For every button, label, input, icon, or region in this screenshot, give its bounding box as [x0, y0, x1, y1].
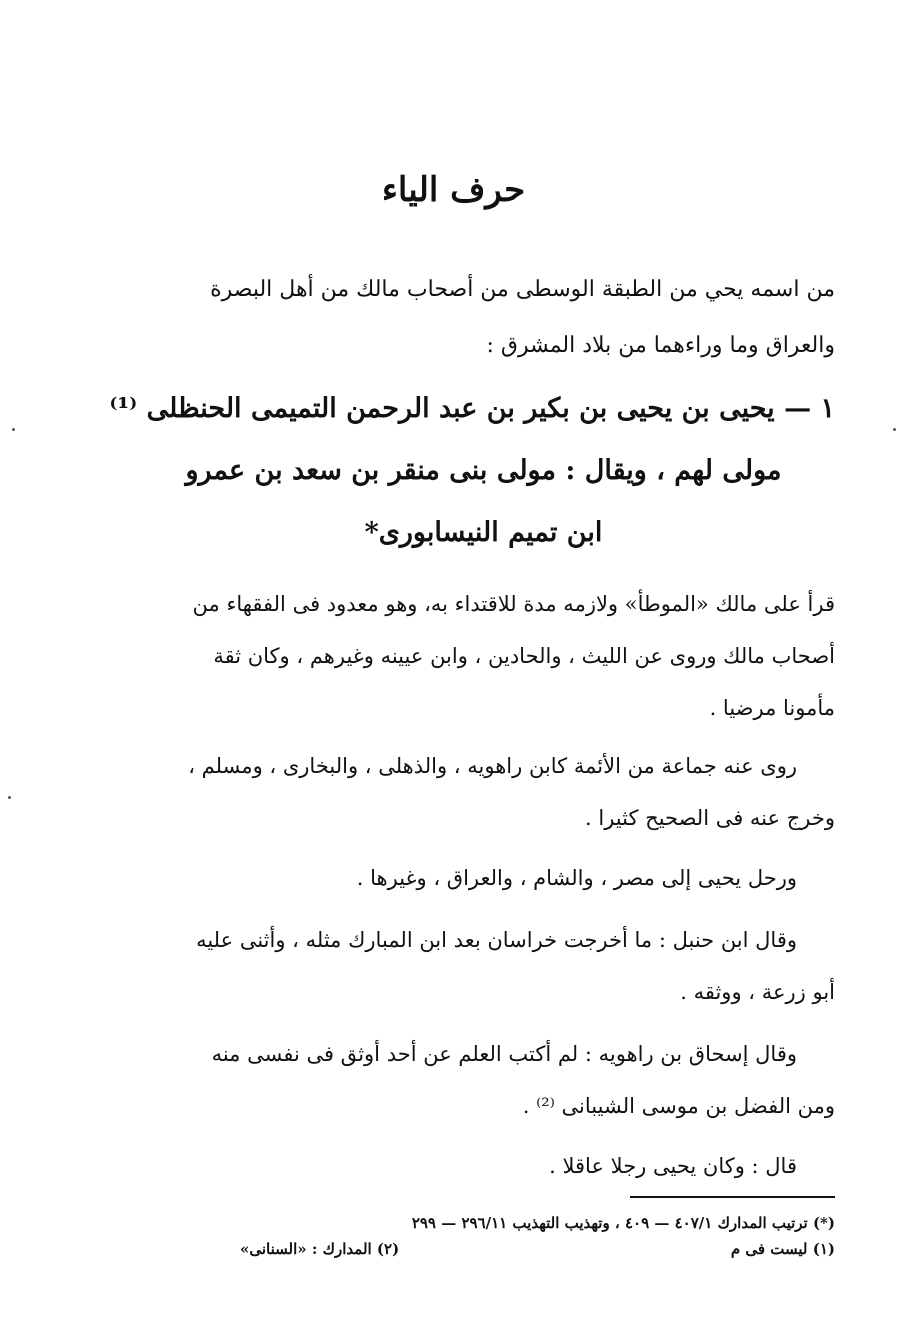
- intro-line-1: من اسمه يحي من الطبقة الوسطى من أصحاب مالك من أهل البصرة: [210, 277, 835, 302]
- footnote-star: (*) ترتيب المدارك ٤٠٧/١ — ٤٠٩ ، وتهذيب التهذيب ٢٩٦/١١ — ٢٩٩: [411, 1214, 835, 1232]
- paragraph-1-line-2: أصحاب مالك وروى عن الليث ، والحادين ، وابن عيينه وغيرهم ، وكان ثقة: [213, 644, 835, 668]
- footnotes: [240, 1210, 835, 1262]
- paragraph-6: [72, 1140, 797, 1192]
- footnote-divider: [630, 1196, 835, 1198]
- entry-heading-line-3: ابن تميم النيسابورى*: [364, 517, 603, 548]
- scan-speck: [12, 428, 15, 431]
- paragraph-5: [72, 1028, 835, 1132]
- chapter-title: حرف الياء: [381, 170, 526, 210]
- paragraph-4: [72, 914, 835, 1018]
- intro-paragraph: [72, 262, 835, 374]
- paragraph-5-line-2: ومن الفضل بن موسى الشيبانى ⁽²⁾ .: [522, 1094, 835, 1118]
- paragraph-3: [72, 852, 797, 904]
- entry-heading-line-2: مولى لهم ، ويقال : مولى بنى منقر بن سعد بن عمرو: [185, 455, 782, 486]
- paragraph-4-line-2: أبو زرعة ، ووثقه .: [680, 980, 835, 1004]
- paragraph-2-line-1: روى عنه جماعة من الأئمة كابن راهويه ، والذهلى ، والبخارى ، ومسلم ،: [188, 754, 797, 778]
- footnote-2: (٢) المدارك : «السنانى»: [240, 1240, 400, 1258]
- footnote-row-2: [240, 1236, 835, 1262]
- paragraph-1-line-3: مأمونا مرضيا .: [709, 696, 835, 720]
- paragraph-5-line-1: وقال إسحاق بن راهويه : لم أكتب العلم عن أحد أوثق فى نفسى منه: [211, 1042, 797, 1066]
- entry-heading-line-1: ١ — يحيى بن يحيى بن بكير بن عبد الرحمن التميمى الحنظلى ⁽¹⁾: [109, 393, 835, 424]
- paragraph-1-line-1: قرأ على مالك «الموطأ» ولازمه مدة للاقتداء به، وهو معدود فى الفقهاء من: [192, 592, 835, 616]
- scan-speck: [8, 796, 11, 799]
- intro-line-2: والعراق وما وراءهما من بلاد المشرق :: [486, 333, 835, 358]
- paragraph-2: [72, 740, 835, 844]
- paragraph-6-line-1: قال : وكان يحيى رجلا عاقلا .: [549, 1154, 797, 1178]
- paragraph-3-line-1: ورحل يحيى إلى مصر ، والشام ، والعراق ، وغيرها .: [356, 866, 797, 890]
- footnote-1: (١) ليست فى م: [730, 1240, 835, 1258]
- paragraph-1: [72, 578, 835, 734]
- paragraph-2-line-2: وخرج عنه فى الصحيح كثيرا .: [585, 806, 835, 830]
- paragraph-4-line-1: وقال ابن حنبل : ما أخرجت خراسان بعد ابن المبارك مثله ، وأثنى عليه: [196, 928, 797, 952]
- scan-speck: [893, 428, 896, 431]
